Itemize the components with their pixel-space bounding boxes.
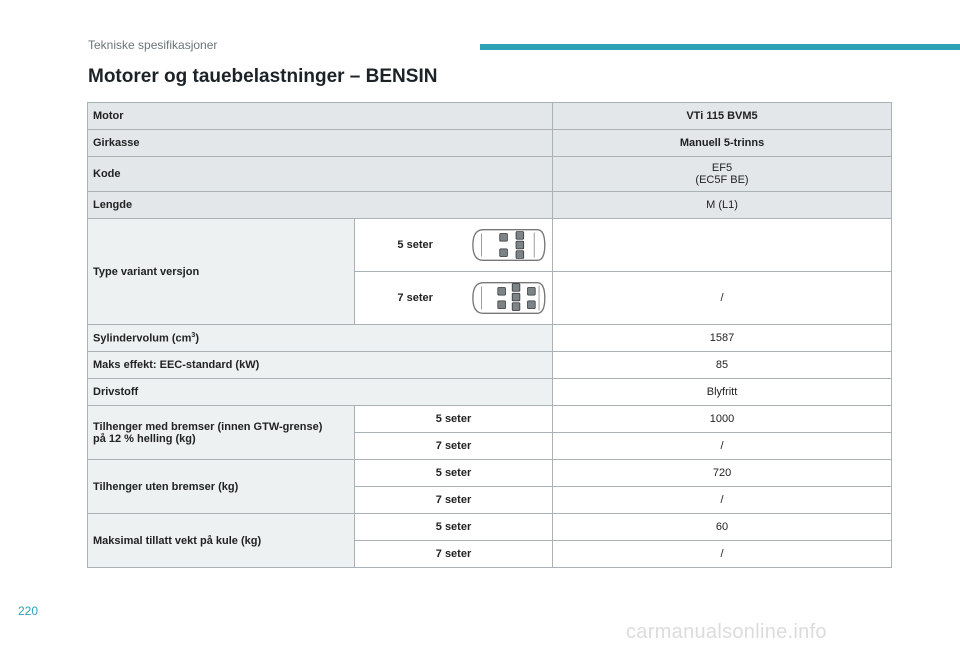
motor-value: VTi 115 BVM5	[553, 103, 892, 130]
table-row	[88, 130, 892, 157]
kode-value-line2: (EC5F BE)	[695, 174, 749, 186]
tilhenger-bremser-seats-5: 5 seter	[355, 406, 553, 433]
kule-seats-5: 5 seter	[355, 514, 553, 541]
van-5-seat-icon	[470, 226, 547, 264]
header-accent-bar	[480, 44, 960, 50]
watermark: carmanualsonline.info	[626, 621, 827, 643]
table-row	[88, 514, 892, 541]
seat5-value	[553, 219, 892, 272]
kode-label: Kode	[88, 157, 553, 192]
page-number: 220	[18, 604, 39, 618]
van-7-seat-icon	[470, 279, 547, 317]
table-row	[88, 192, 892, 219]
table-row	[88, 325, 892, 352]
tilhenger-uten-seats-5: 5 seter	[355, 460, 553, 487]
seat7-cell	[355, 272, 553, 325]
kule-value-5: 60	[553, 514, 892, 541]
tilhenger-uten-seats-7: 7 seter	[355, 487, 553, 514]
kule-value-7: /	[553, 541, 892, 568]
tilhenger-bremser-value-7: /	[553, 433, 892, 460]
table-row	[88, 219, 892, 272]
effekt-label: Maks effekt: EEC-standard (kW)	[88, 352, 553, 379]
tilhenger-uten-value-7: /	[553, 487, 892, 514]
table-row	[88, 352, 892, 379]
kode-value-line1: EF5	[711, 162, 733, 174]
sylinder-label: Sylindervolum $(cm^3)$	[88, 325, 553, 352]
effekt-value: 85	[553, 352, 892, 379]
drivstoff-label: Drivstoff	[88, 379, 553, 406]
kule-seats-7: 7 seter	[355, 541, 553, 568]
type-variant-label: Type variant versjon	[88, 219, 355, 325]
tilhenger-uten-label: Tilhenger uten bremser (kg)	[88, 460, 355, 514]
kode-value	[553, 157, 892, 192]
spec-table	[87, 102, 892, 568]
table-row	[88, 103, 892, 130]
seat5-label: 5 seter	[397, 239, 433, 251]
seat7-label: 7 seter	[397, 292, 433, 304]
table-row	[88, 460, 892, 487]
tilhenger-bremser-value-5: 1000	[553, 406, 892, 433]
table-row	[88, 406, 892, 433]
girkasse-label: Girkasse	[88, 130, 553, 157]
lengde-label: Lengde	[88, 192, 553, 219]
table-row	[88, 379, 892, 406]
table-row	[88, 157, 892, 192]
page-title: Motorer og tauebelastninger – BENSIN	[88, 66, 438, 87]
sylinder-value: 1587	[553, 325, 892, 352]
kule-label: Maksimal tillatt vekt på kule (kg)	[88, 514, 355, 568]
drivstoff-value: Blyfritt	[553, 379, 892, 406]
seat7-value: /	[553, 272, 892, 325]
tilhenger-uten-value-5: 720	[553, 460, 892, 487]
seat5-cell	[355, 219, 553, 272]
tilhenger-bremser-seats-7: 7 seter	[355, 433, 553, 460]
section-label: Tekniske spesifikasjoner	[88, 38, 218, 52]
lengde-value: M (L1)	[553, 192, 892, 219]
tilhenger-bremser-label: Tilhenger med bremser (innen GTW-grense) på 12 % helling (kg)	[88, 406, 355, 460]
motor-label: Motor	[88, 103, 553, 130]
girkasse-value: Manuell 5-trinns	[553, 130, 892, 157]
